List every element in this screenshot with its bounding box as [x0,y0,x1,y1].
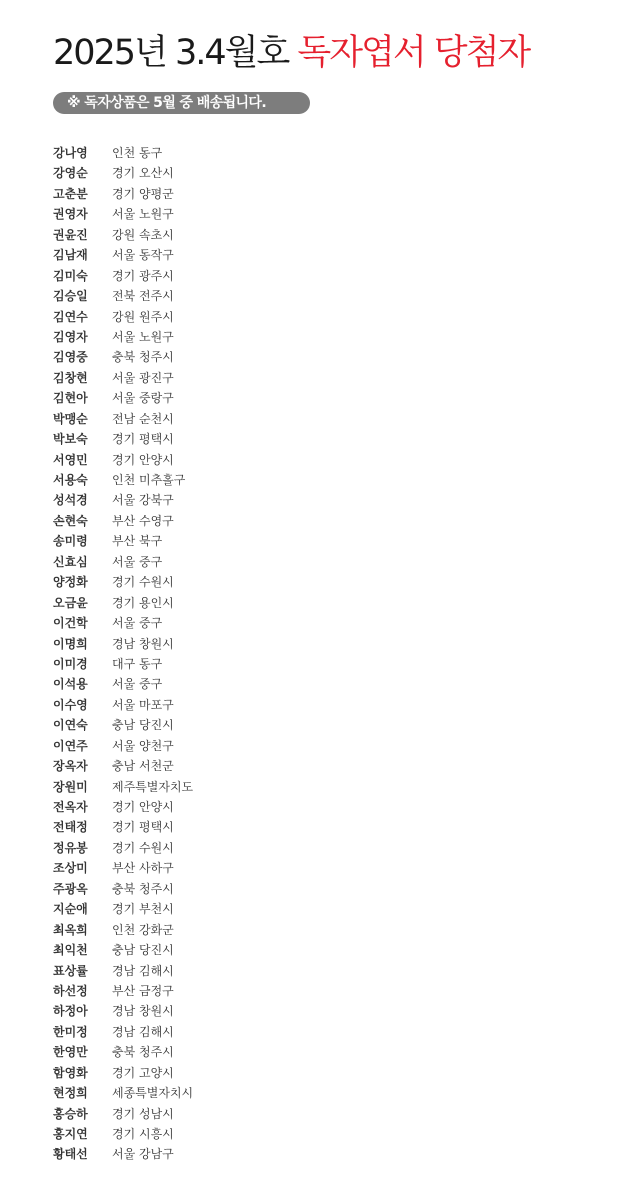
winner-name: 하선정 [53,983,88,998]
winner-row [53,204,193,224]
winner-name: 이수영 [53,697,88,712]
winner-row [53,899,193,919]
winner-row [53,163,193,183]
winner-region: 서울 노원구 [112,207,174,222]
winner-region: 경남 김해시 [112,1024,174,1039]
winner-row [53,184,193,204]
winner-region: 부산 사하구 [112,861,174,876]
winner-name: 이건학 [53,616,88,631]
winner-row [53,531,193,551]
winner-region: 경기 성남시 [112,1106,174,1121]
winner-name: 박보숙 [53,432,88,447]
winner-row [53,940,193,960]
winner-row [53,1022,193,1042]
winner-region: 서울 중랑구 [112,391,174,406]
winner-row [53,1104,193,1124]
winner-region: 서울 중구 [112,677,163,692]
winner-name: 전옥자 [53,800,88,814]
winner-region: 서울 중구 [112,616,163,631]
winner-region: 충북 청주시 [112,1045,174,1060]
winner-region: 경기 시흥시 [112,1127,174,1141]
winner-row [53,797,193,817]
winner-name: 장옥자 [53,759,88,774]
winner-row [53,1001,193,1021]
winner-list [53,143,193,1165]
winner-name: 한영만 [53,1045,88,1060]
winner-name: 이명희 [53,636,88,651]
winner-name: 송미령 [53,534,88,549]
winner-name: 서용숙 [53,473,88,487]
winner-row [53,879,193,899]
winner-name: 정유봉 [53,840,88,855]
winner-name: 장원미 [53,779,88,794]
winner-name: 강나영 [53,146,88,160]
winner-name: 표상률 [53,963,88,978]
winner-name: 권영자 [53,207,88,222]
winner-region: 충남 서천군 [112,759,174,774]
winner-row [53,920,193,940]
winner-name: 김창현 [53,370,88,385]
winner-region: 인천 미추홀구 [112,473,186,487]
page-title-accent: 독자엽서 당첨자 [297,33,530,73]
winner-name: 하정아 [53,1004,88,1019]
winner-region: 서울 강북구 [112,493,174,508]
winner-row [53,981,193,1001]
winner-name: 홍승하 [53,1106,88,1121]
winner-name: 강영순 [53,166,88,181]
winner-region: 전남 순천시 [112,411,174,426]
winner-row [53,634,193,654]
winner-row [53,552,193,572]
winner-region: 전북 전주시 [112,289,174,304]
winner-name: 최옥희 [53,922,88,937]
winner-name: 서영민 [53,452,88,467]
winner-name: 박맹순 [53,411,88,426]
winner-row [53,1144,193,1164]
winner-region: 서울 광진구 [112,370,174,385]
winner-name: 함영화 [53,1065,88,1080]
winner-name: 성석경 [53,493,88,508]
winner-region: 서울 양천구 [112,738,174,753]
winner-name: 황태선 [53,1147,88,1162]
winner-region: 인천 동구 [112,146,163,160]
winner-row [53,143,193,163]
winner-row [53,613,193,633]
winner-region: 충북 청주시 [112,881,174,896]
winner-region: 충북 청주시 [112,350,174,365]
winner-name: 손현숙 [53,513,88,528]
winner-name: 이연주 [53,738,88,753]
winner-region: 부산 북구 [112,534,163,549]
winner-row [53,1063,193,1083]
winner-name: 전태정 [53,820,88,835]
winner-region: 경기 용인시 [112,595,174,610]
winner-name: 홍지연 [53,1127,88,1141]
winner-name: 이미경 [53,656,88,671]
winner-row [53,1042,193,1062]
winner-row [53,286,193,306]
winner-region: 서울 강남구 [112,1147,174,1162]
winner-region: 강원 속초시 [112,227,174,242]
winner-row [53,490,193,510]
winner-region: 충남 당진시 [112,943,174,958]
winner-row [53,429,193,449]
winner-name: 이연숙 [53,718,88,733]
winner-name: 현정희 [53,1086,88,1101]
winner-name: 최익천 [53,943,88,958]
winner-row [53,756,193,776]
winner-name: 한미정 [53,1024,88,1039]
winner-region: 경기 양평군 [112,186,174,201]
winner-row [53,572,193,592]
winner-region: 인천 강화군 [112,922,174,937]
winner-region: 경기 고양시 [112,1065,174,1080]
winner-region: 경기 수원시 [112,575,174,590]
winner-row [53,777,193,797]
winner-name: 고춘분 [53,186,88,201]
winner-name: 김영중 [53,350,88,365]
winner-region: 경남 창원시 [112,636,174,651]
winner-name: 양정화 [53,575,88,590]
shipping-notice-badge: ※ 독자상품은 5월 중 배송됩니다. [53,92,310,114]
winner-row [53,511,193,531]
winner-row [53,695,193,715]
winner-name: 이석용 [53,677,88,692]
winner-region: 서울 동작구 [112,248,174,263]
winner-row [53,409,193,429]
winner-row [53,961,193,981]
winner-region: 서울 노원구 [112,329,174,344]
page-title-main: 2025년 3.4월호 [53,33,298,73]
winner-region: 경기 평택시 [112,432,174,447]
winner-name: 권윤진 [53,227,88,242]
winner-row [53,225,193,245]
winner-row [53,715,193,735]
winner-region: 경기 오산시 [112,166,174,181]
winner-name: 신효심 [53,554,88,569]
winner-region: 부산 금정구 [112,983,174,998]
winner-row [53,450,193,470]
winner-region: 제주특별자치도 [112,779,194,794]
winner-row [53,368,193,388]
winner-name: 김미숙 [53,268,88,283]
winner-name: 김남재 [53,248,88,263]
winner-region: 부산 수영구 [112,513,174,528]
winner-row [53,736,193,756]
winner-row [53,266,193,286]
winner-row [53,1083,193,1103]
winner-row [53,347,193,367]
winner-row [53,654,193,674]
winner-name: 조상미 [53,861,88,876]
winner-name: 주광옥 [53,881,88,896]
winner-region: 충남 당진시 [112,718,174,733]
winner-row [53,327,193,347]
winner-region: 경기 부천시 [112,902,174,917]
winner-region: 경기 안양시 [112,800,174,814]
winner-region: 대구 동구 [112,656,163,671]
winner-name: 김영자 [53,329,88,344]
winner-region: 경기 안양시 [112,452,174,467]
winner-row [53,1124,193,1144]
winner-region: 경남 창원시 [112,1004,174,1019]
winner-name: 김현아 [53,391,88,406]
winner-row [53,593,193,613]
winner-region: 경남 김해시 [112,963,174,978]
winner-row [53,307,193,327]
winner-name: 김연수 [53,309,88,324]
page-title [53,30,529,76]
winner-row [53,388,193,408]
winner-region: 경기 평택시 [112,820,174,835]
winner-row [53,838,193,858]
winner-row [53,470,193,490]
winner-region: 세종특별자치시 [112,1086,194,1101]
winner-region: 서울 중구 [112,554,163,569]
winner-row [53,858,193,878]
winner-name: 김승일 [53,289,88,304]
winner-region: 서울 마포구 [112,697,174,712]
winner-region: 경기 수원시 [112,840,174,855]
winner-region: 경기 광주시 [112,268,174,283]
winner-name: 오금윤 [53,595,88,610]
winner-name: 지순애 [53,902,88,917]
winner-row [53,245,193,265]
winner-row [53,817,193,837]
winner-region: 강원 원주시 [112,309,174,324]
winner-row [53,674,193,694]
